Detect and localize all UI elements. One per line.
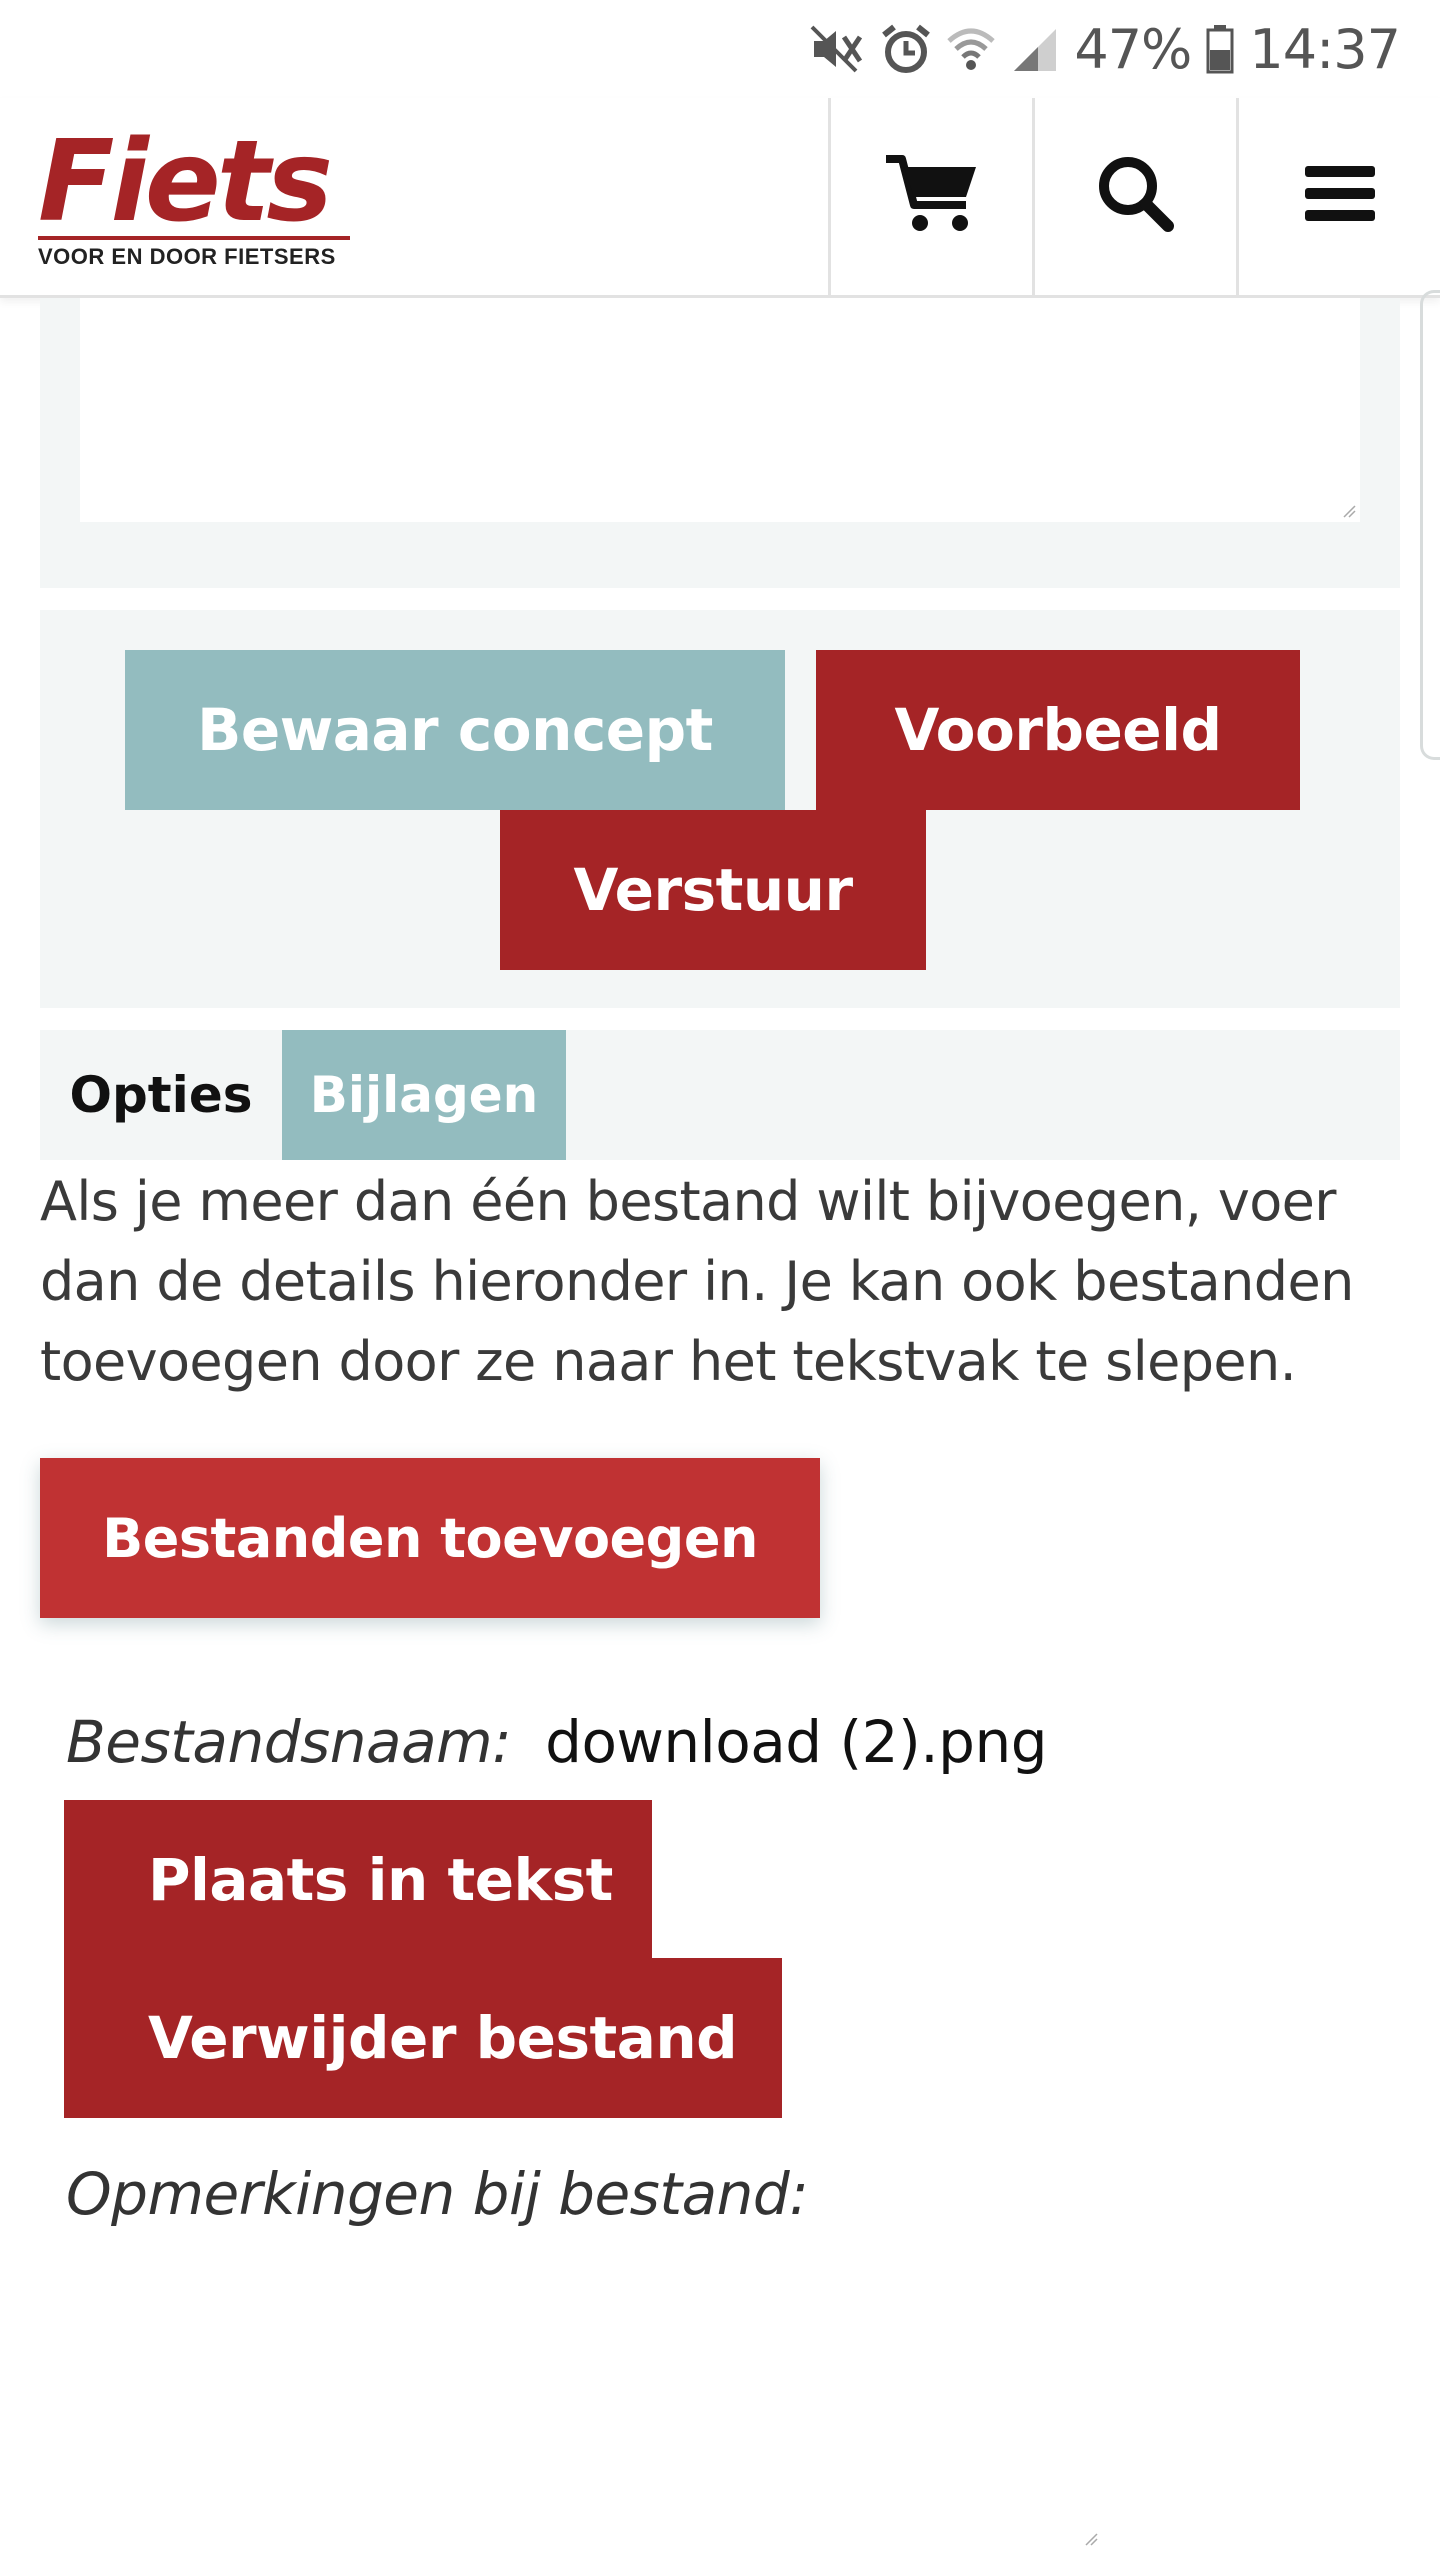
signal-icon <box>1010 23 1060 75</box>
filename-label: Bestandsnaam: <box>66 1708 512 1776</box>
tab-options[interactable]: Opties <box>69 1066 253 1124</box>
menu-button[interactable] <box>1236 98 1440 295</box>
clock-time: 14:37 <box>1249 17 1400 81</box>
status-icons <box>810 14 1400 84</box>
send-button[interactable]: Verstuur <box>500 810 926 970</box>
cart-icon <box>884 153 980 240</box>
logo-wordmark: Fiets <box>38 117 330 247</box>
editor-tabs <box>40 1030 1400 1160</box>
resize-grip-icon[interactable] <box>1342 504 1356 518</box>
search-button[interactable] <box>1032 98 1236 295</box>
file-comment-textarea[interactable] <box>64 2248 1100 2548</box>
site-logo[interactable] <box>38 117 358 269</box>
file-comment-label: Opmerkingen bij bestand: <box>66 2160 809 2228</box>
logo-tagline: VOOR EN DOOR FIETSERS <box>38 236 350 270</box>
remove-file-button[interactable]: Verwijder bestand <box>64 1958 782 2118</box>
place-inline-button[interactable]: Plaats in tekst <box>64 1800 652 1960</box>
attachment-filename-row <box>66 1700 1047 1784</box>
search-icon <box>1096 154 1176 239</box>
site-header <box>0 98 1440 298</box>
status-bar <box>0 0 1440 98</box>
message-textarea[interactable] <box>80 298 1360 522</box>
form-actions-panel <box>40 610 1400 1008</box>
add-files-button[interactable]: Bestanden toevoegen <box>40 1458 820 1618</box>
comment-resize-grip-icon[interactable] <box>1084 2532 1098 2546</box>
save-draft-button[interactable]: Bewaar concept <box>125 650 785 810</box>
message-panel <box>40 298 1400 588</box>
cart-button[interactable] <box>828 98 1032 295</box>
battery-percent: 47% <box>1074 17 1192 81</box>
page-scrollbar[interactable] <box>1420 290 1440 760</box>
hamburger-menu-icon <box>1303 162 1377 231</box>
mute-vibrate-icon <box>810 23 866 75</box>
wifi-icon <box>946 23 996 75</box>
filename-value: download (2).png <box>545 1708 1048 1776</box>
preview-button[interactable]: Voorbeeld <box>816 650 1300 810</box>
alarm-icon <box>880 23 932 75</box>
battery-icon <box>1205 23 1235 75</box>
tab-attachments[interactable]: Bijlagen <box>282 1030 566 1160</box>
attachments-description: Als je meer dan één bestand wilt bijvoegen, voer dan de details hieronder in. Je kan ook bestanden toevoegen door ze naar het tekstvak te slepen. <box>40 1170 1354 1393</box>
